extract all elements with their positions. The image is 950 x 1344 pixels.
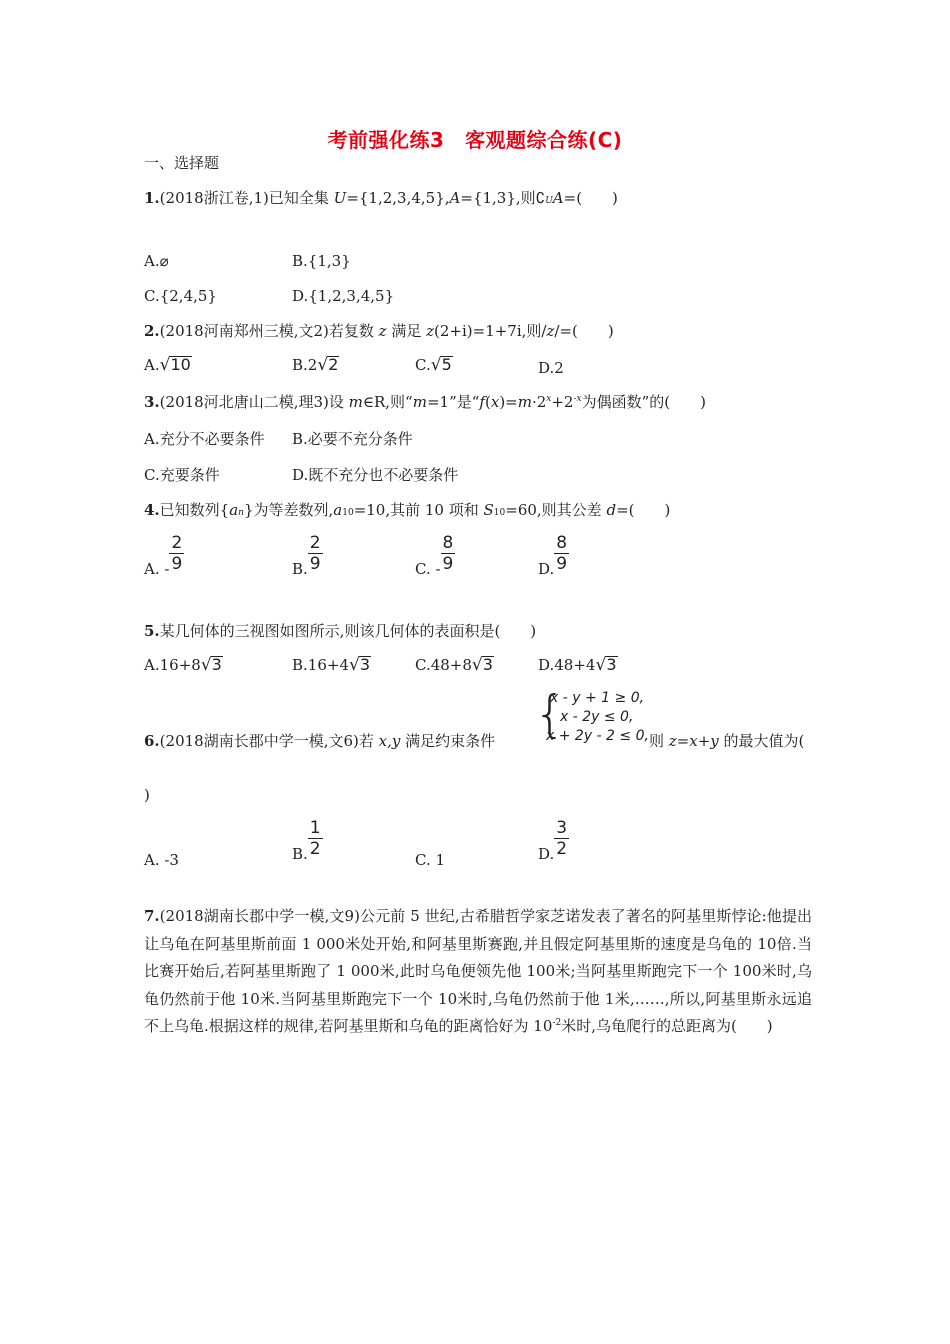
section-heading: 一、选择题 xyxy=(144,154,220,172)
option-label: D.48+4 xyxy=(538,656,596,674)
question-6-lead xyxy=(144,731,495,751)
variable: A xyxy=(449,189,461,207)
question-5 xyxy=(144,621,536,641)
radicand: 3 xyxy=(606,655,617,674)
question-number: 6. xyxy=(144,732,160,750)
constraint-3: x + 2y - 2 ≤ 0, xyxy=(546,728,649,744)
numerator: 2 xyxy=(309,533,321,553)
radical-sign: √ xyxy=(430,355,442,375)
fraction xyxy=(441,533,456,574)
option-d xyxy=(538,818,569,863)
question-number: 4. xyxy=(144,501,160,519)
expression: z=x+y xyxy=(668,732,719,750)
variable: z xyxy=(546,322,555,340)
denominator: 9 xyxy=(309,554,321,574)
radical-sign: √ xyxy=(595,655,607,675)
option-d: D.{1,2,3,4,5} xyxy=(292,287,395,305)
radicand: 2 xyxy=(328,355,339,374)
option-d xyxy=(538,655,618,675)
constraint-2: x - 2y ≤ 0, xyxy=(560,709,634,725)
radical-sign: √ xyxy=(471,655,483,675)
radical-sign: √ xyxy=(200,655,212,675)
variable: d xyxy=(606,501,617,519)
question-text: 满足 xyxy=(386,322,427,340)
option-label: A.16+8 xyxy=(144,656,201,674)
option-a xyxy=(144,355,192,375)
question-text: 为偶函数”的( ) xyxy=(581,393,706,411)
question-text: ·2 xyxy=(531,393,547,411)
question-text: =1”是“ xyxy=(426,393,480,411)
radical-sign: √ xyxy=(159,355,171,375)
question-source: (2018河北唐山二模,理3) xyxy=(159,393,329,411)
question-number: 5. xyxy=(144,622,160,640)
option-a xyxy=(144,533,184,578)
question-source: (2018河南郑州三模,文2) xyxy=(159,322,329,340)
option-label: B.16+4 xyxy=(292,656,349,674)
variable: a xyxy=(229,501,239,519)
question-text: ={1,3},则∁ xyxy=(460,189,546,207)
option-b xyxy=(292,355,339,375)
question-text: 若 xyxy=(358,732,379,750)
question-text: 米时,乌龟爬行的总距离为( ) xyxy=(561,1017,773,1035)
question-text: }为等差数列, xyxy=(243,501,334,519)
variable: U xyxy=(333,189,347,207)
question-text: )= xyxy=(499,393,518,411)
fraction xyxy=(554,818,569,859)
option-label: C.48+8 xyxy=(415,656,472,674)
subscript: U xyxy=(545,196,553,206)
variable: S xyxy=(483,501,494,519)
question-text: 则 xyxy=(649,732,669,750)
numerator: 2 xyxy=(171,533,183,553)
variable: x xyxy=(490,393,500,411)
question-3 xyxy=(144,392,706,412)
question-text: ( xyxy=(484,393,491,411)
question-number: 7. xyxy=(144,907,160,925)
question-text: =10,其前 10 项和 xyxy=(353,501,484,519)
superscript: -x xyxy=(573,394,582,404)
option-b: B.必要不充分条件 xyxy=(292,430,413,448)
question-text: 已知数列{ xyxy=(159,501,230,519)
question-6-close: ) xyxy=(144,786,150,804)
option-label: C. - xyxy=(415,559,441,578)
superscript: x xyxy=(546,394,552,404)
option-c xyxy=(415,533,455,578)
fraction xyxy=(554,533,569,574)
variable: m xyxy=(412,393,427,411)
question-2 xyxy=(144,321,614,341)
question-4 xyxy=(144,500,670,520)
numerator: 8 xyxy=(556,533,568,553)
question-number: 1. xyxy=(144,189,160,207)
variable: A xyxy=(552,189,564,207)
option-label: D. xyxy=(538,559,555,578)
subscript: 10 xyxy=(493,508,506,518)
denominator: 9 xyxy=(442,554,454,574)
fraction xyxy=(308,533,323,574)
option-label: B. xyxy=(292,844,308,863)
question-text: =( ) xyxy=(616,501,671,519)
question-text: 若复数 xyxy=(328,322,379,340)
question-1 xyxy=(144,188,618,208)
question-text: 某几何体的三视图如图所示,则该几何体的表面积是( ) xyxy=(159,622,537,640)
question-text: (2+i)=1+7i,则/ xyxy=(434,322,547,340)
denominator: 9 xyxy=(171,554,183,574)
option-b: B.{1,3} xyxy=(292,252,351,270)
variable: z xyxy=(426,322,435,340)
question-text: 公元前 5 世纪,古希腊哲学家芝诺发表了著名的阿基里斯悖论:他提出让乌龟在阿基里斯前面 1 000米处开始,和阿基里斯赛跑,并且假定阿基里斯的速度是乌龟的 10倍.当比赛开始后,若阿基里斯跑了 1 000米,此时乌龟便领先他 100米;当阿基里斯跑完下一个 100米时,乌龟仍然前于他 10米.当阿基里斯跑完下一个 10米时,乌龟仍然前于他 1米,……,所以,阿基里斯永远追不上乌龟.根据这样的规律,若阿基里斯和乌龟的距离恰好为 10 xyxy=(144,907,812,1035)
brace-symbol: { xyxy=(534,685,566,743)
variable: z xyxy=(378,322,387,340)
option-a: A.充分不必要条件 xyxy=(144,430,265,448)
fraction xyxy=(169,533,184,574)
numerator: 8 xyxy=(442,533,454,553)
numerator: 1 xyxy=(309,818,321,838)
question-source: (2018湖南长郡中学一模,文6) xyxy=(159,732,359,750)
numerator: 3 xyxy=(556,818,568,838)
question-text: =( ) xyxy=(563,189,618,207)
denominator: 2 xyxy=(309,839,321,859)
denominator: 9 xyxy=(556,554,568,574)
question-text: ={1,2,3,4,5}, xyxy=(346,189,450,207)
subscript: 10 xyxy=(342,508,354,518)
question-text: 满足约束条件 xyxy=(400,732,496,750)
variable: x,y xyxy=(378,732,401,750)
option-c: C.{2,4,5} xyxy=(144,287,217,305)
option-b xyxy=(292,533,323,578)
option-label: A. - xyxy=(144,559,170,578)
question-text: 已知全集 xyxy=(268,189,334,207)
radicand: 10 xyxy=(170,355,191,374)
option-a xyxy=(144,655,223,675)
question-7 xyxy=(144,903,812,1041)
question-text: =60,则其公差 xyxy=(505,501,607,519)
option-d: D.既不充分也不必要条件 xyxy=(292,466,459,484)
option-b xyxy=(292,655,371,675)
radical-sign: √ xyxy=(349,655,360,675)
option-c: C.充要条件 xyxy=(144,466,220,484)
option-c xyxy=(415,655,494,675)
constraint-1: x - y + 1 ≥ 0, xyxy=(550,690,645,706)
option-d xyxy=(538,533,569,578)
option-b xyxy=(292,818,323,863)
radicand: 3 xyxy=(211,655,222,674)
question-source: (2018湖南长郡中学一模,文9) xyxy=(159,907,360,925)
variable: m xyxy=(348,393,363,411)
question-number: 2. xyxy=(144,322,160,340)
question-text: 设 xyxy=(328,393,349,411)
radicand: 3 xyxy=(359,655,371,674)
page-title: 考前强化练3 客观题综合练(C) xyxy=(327,128,623,152)
question-text: /=( ) xyxy=(554,322,614,340)
variable: m xyxy=(517,393,532,411)
option-label: C. xyxy=(415,356,431,374)
option-label: B. xyxy=(292,559,308,578)
question-text: ∈R,则“ xyxy=(362,393,413,411)
radicand: 5 xyxy=(441,355,452,374)
option-c: C. 1 xyxy=(415,851,446,869)
option-label: A. xyxy=(144,356,160,374)
question-number: 3. xyxy=(144,393,160,411)
subscript: n xyxy=(238,508,244,518)
option-a: A. -3 xyxy=(144,851,179,869)
question-6-tail xyxy=(649,731,804,751)
option-a: A.⌀ xyxy=(144,252,169,270)
variable: a xyxy=(333,501,343,519)
question-text: 的最大值为( xyxy=(718,732,805,750)
question-source: (2018浙江卷,1) xyxy=(159,189,269,207)
option-label: B.2 xyxy=(292,356,318,374)
variable: f xyxy=(479,393,485,411)
option-c xyxy=(415,355,453,375)
option-d: D.2 xyxy=(538,359,564,377)
question-text: +2 xyxy=(551,393,574,411)
radical-sign: √ xyxy=(317,355,329,375)
option-label: D. xyxy=(538,844,555,863)
superscript: -2 xyxy=(552,1018,562,1028)
denominator: 2 xyxy=(556,839,568,859)
radicand: 3 xyxy=(482,655,493,674)
fraction xyxy=(308,818,323,859)
